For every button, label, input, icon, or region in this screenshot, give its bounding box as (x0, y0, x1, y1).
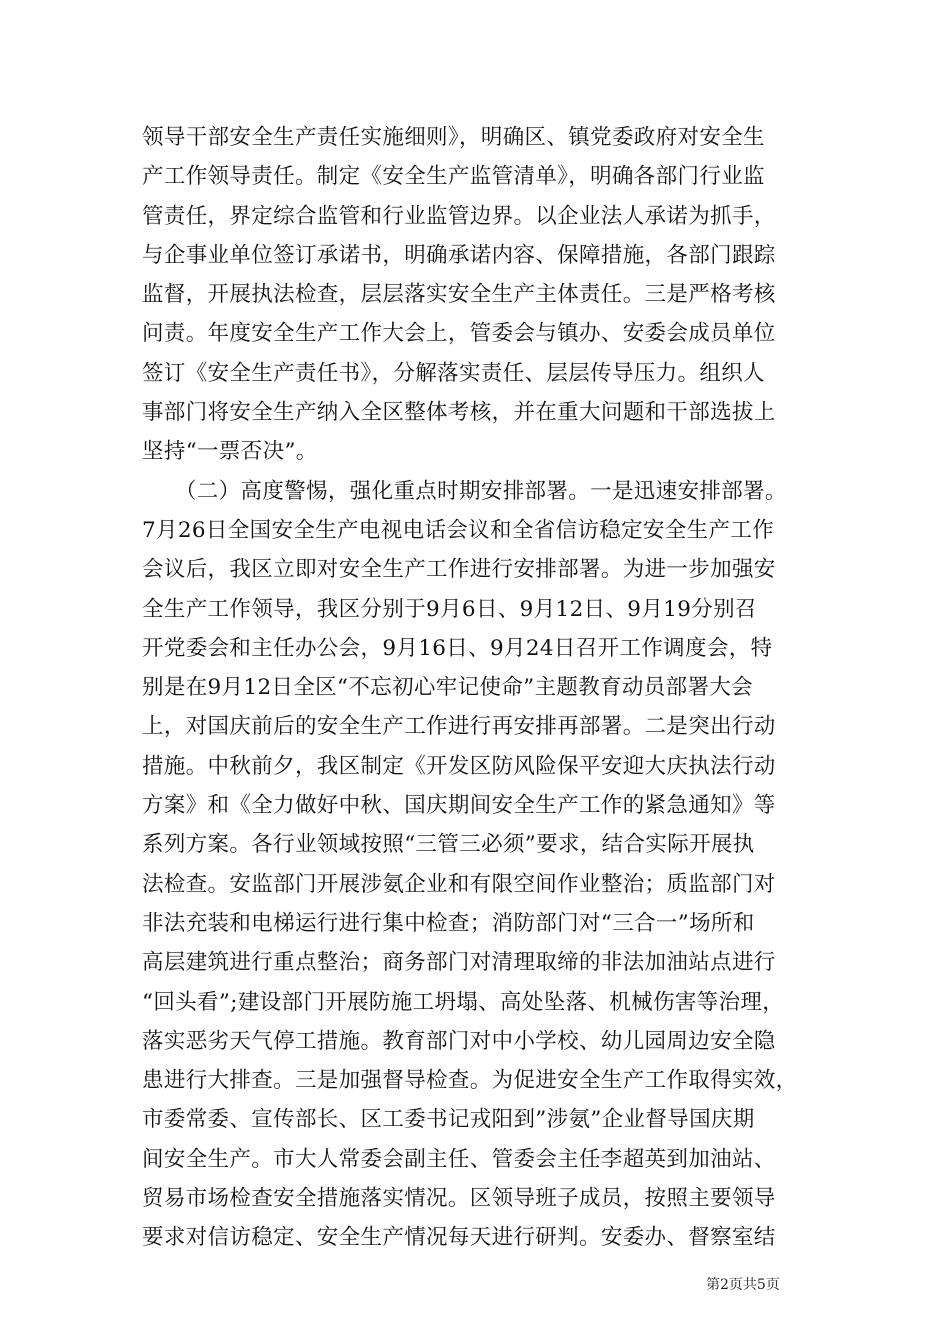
text-line: 产工作领导责任。制定《安全生产监管清单》，明确各部门行业监 (142, 164, 765, 190)
text-line: 方案》和《全力做好中秋、国庆期间安全生产工作的紧急通知》等 (142, 793, 776, 819)
text-line: 要求对信访稳定、安全生产情况每天进行研判。安委办、督察室结 (142, 1225, 776, 1251)
text-line: 会议后，我区立即对安全生产工作进行安排部署。为进一步加强安 (142, 557, 776, 583)
text-line: 市委常委、宣传部长、区工委书记戎阳到”涉氨”企业督导国庆期 (142, 1107, 755, 1133)
body-text (142, 118, 812, 1258)
text-line: 别是在9月12日全区“不忘初心牢记使命”主题教育动员部署大会 (142, 675, 754, 701)
text-line: 签订《安全生产责任书》，分解落实责任、层层传导压力。组织人 (142, 360, 765, 386)
text-line: 坚持“一票否决”。 (142, 439, 318, 465)
text-line: 开党委会和主任办公会，9月16日、9月24日召开工作调度会，特 (142, 635, 773, 661)
text-line: 事部门将安全生产纳入全区整体考核，并在重大问题和干部选拔上 (142, 400, 776, 426)
text-line: 措施。中秋前夕，我区制定《开发区防风险保平安迎大庆执法行动 (142, 753, 776, 779)
text-line: 患进行大排查。三是加强督导检查。为促进安全生产工作取得实效， (142, 1068, 798, 1094)
text-line: 与企事业单位签订承诺书，明确承诺内容、保障措施，各部门跟踪 (142, 242, 776, 268)
text-line: 高层建筑进行重点整治；商务部门对清理取缔的非法加油站点进行 (142, 950, 776, 976)
text-line: 系列方案。各行业领域按照“三管三必须”要求，结合实际开展执 (142, 832, 755, 858)
text-line: 7月26日全国安全生产电视电话会议和全省信访稳定安全生产工作 (142, 517, 775, 543)
text-line: 监督，开展执法检查，层层落实安全生产主体责任。三是严格考核 (142, 282, 776, 308)
text-line: 非法充装和电梯运行进行集中检查；消防部门对“三合一”场所和 (142, 910, 755, 936)
text-line: 问责。年度安全生产工作大会上，管委会与镇办、安委会成员单位 (142, 321, 776, 347)
text-line: 管责任，界定综合监管和行业监管边界。以企业法人承诺为抓手， (142, 203, 776, 229)
text-line: 落实恶劣天气停工措施。教育部门对中小学校、幼儿园周边安全隐 (142, 1028, 776, 1054)
text-line: “回头看”;建设部门开展防施工坍塌、高处坠落、机械伤害等治理， (142, 989, 785, 1015)
section-heading-line: （二）高度警惕，强化重点时期安排部署。一是迅速安排部署。 (142, 478, 787, 504)
text-line: 间安全生产。市大人常委会副主任、管委会主任李超英到加油站、 (142, 1146, 776, 1172)
text-line: 上，对国庆前后的安全生产工作进行再安排再部署。二是突出行动 (142, 714, 776, 740)
page-number-footer: 第2页共5页 (706, 1277, 780, 1293)
text-line: 法检查。安监部门开展涉氨企业和有限空间作业整治；质监部门对 (142, 871, 776, 897)
text-line: 领导干部安全生产责任实施细则》，明确区、镇党委政府对安全生 (142, 125, 765, 150)
text-line: 贸易市场检查安全措施落实情况。区领导班子成员，按照主要领导 (142, 1186, 776, 1212)
text-line: 全生产工作领导，我区分别于9月6日、9月12日、9月19分别召 (142, 596, 757, 622)
